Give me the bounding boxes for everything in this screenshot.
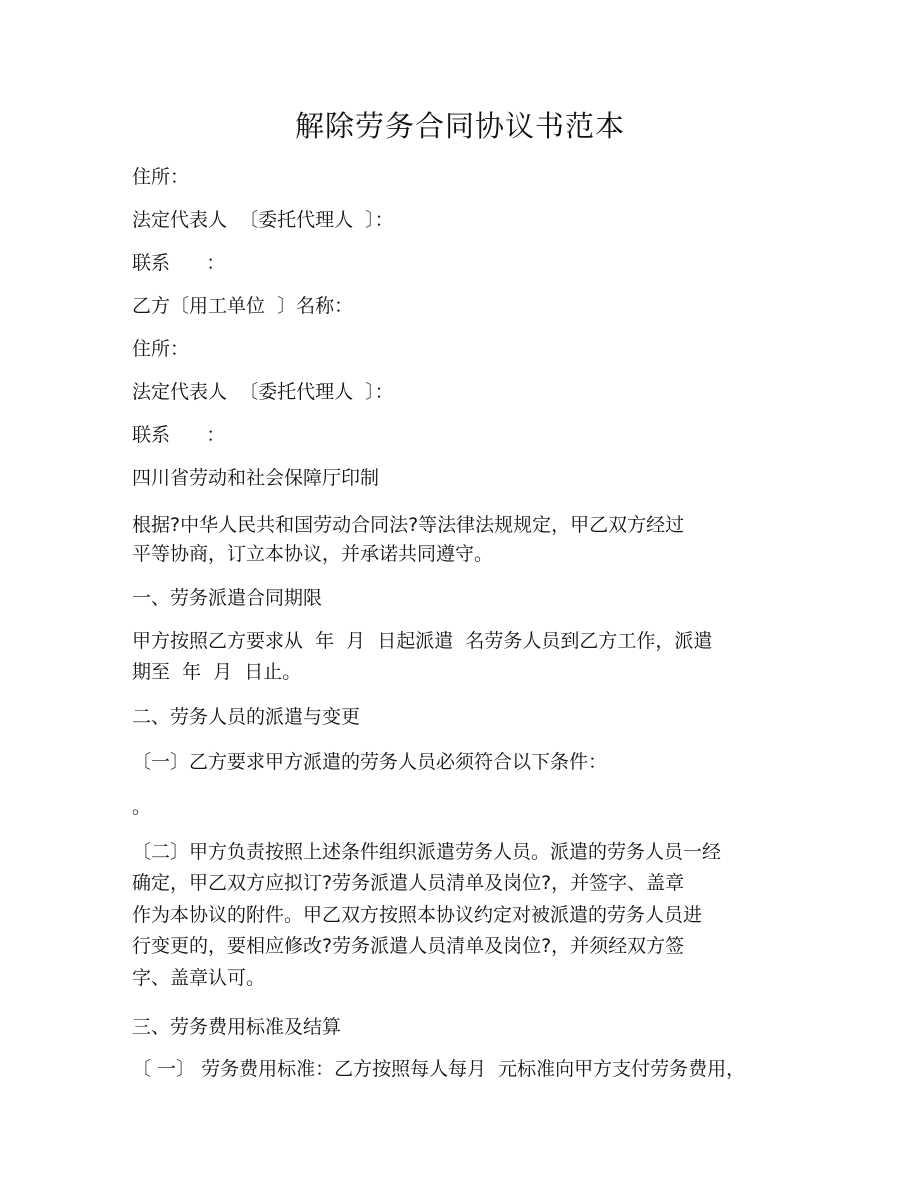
paragraph-preamble-line-1: 根据?中华人民共和国劳动合同法?等法律法规规定，甲乙双方经过 <box>132 514 685 536</box>
text-line-legal-rep-b: 法定代表人 〔委托代理人 〕： <box>132 381 394 403</box>
clause-2-1: 〔一〕乙方要求甲方派遣的劳务人员必须符合以下条件： <box>132 751 608 773</box>
section-heading-3: 三、劳务费用标准及结算 <box>132 1016 342 1038</box>
clause-2-2-line-1: 〔二〕甲方负责按照上述条件组织派遣劳务人员。派遣的劳务人员一经 <box>132 841 722 863</box>
clause-2-2-line-2: 确定，甲乙双方应拟订?劳务派遣人员清单及岗位?，并签字、盖章 <box>132 872 685 894</box>
clause-2-1-end-mark: 。 <box>132 796 152 818</box>
paragraph-term-line-2: 期至 年 月 日止。 <box>132 661 302 683</box>
text-line-address-a: 住所： <box>132 166 190 188</box>
clause-2-2-line-4: 行变更的，要相应修改?劳务派遣人员清单及岗位?，并须经双方签 <box>132 935 685 957</box>
text-line-address-b: 住所： <box>132 338 190 360</box>
text-line-printed-by: 四川省劳动和社会保障厅印制 <box>132 467 380 489</box>
text-line-contact-a: 联系 ： <box>132 252 226 274</box>
document-title: 解除劳务合同协议书范本 <box>294 109 625 143</box>
clause-3-1: 〔 一〕 劳务费用标准：乙方按照每人每月 元标准向甲方支付劳务费用， <box>132 1058 746 1080</box>
text-line-legal-rep-a: 法定代表人 〔委托代理人 〕： <box>132 209 394 231</box>
text-line-contact-b: 联系 ： <box>132 424 226 446</box>
paragraph-preamble-line-2: 平等协商，订立本协议，并承诺共同遵守。 <box>132 543 494 565</box>
section-heading-1: 一、劳务派遣合同期限 <box>132 587 323 609</box>
section-heading-2: 二、劳务人员的派遣与变更 <box>132 706 361 728</box>
clause-2-2-line-3: 作为本协议的附件。甲乙双方按照本协议约定对被派遣的劳务人员进 <box>132 904 703 926</box>
clause-2-2-line-5: 字、盖章认可。 <box>132 967 266 989</box>
paragraph-term-line-1: 甲方按照乙方要求从 年 月 日起派遣 名劳务人员到乙方工作，派遣 <box>132 630 713 652</box>
text-line-party-b-name: 乙方〔用工单位 〕名称： <box>132 295 354 317</box>
